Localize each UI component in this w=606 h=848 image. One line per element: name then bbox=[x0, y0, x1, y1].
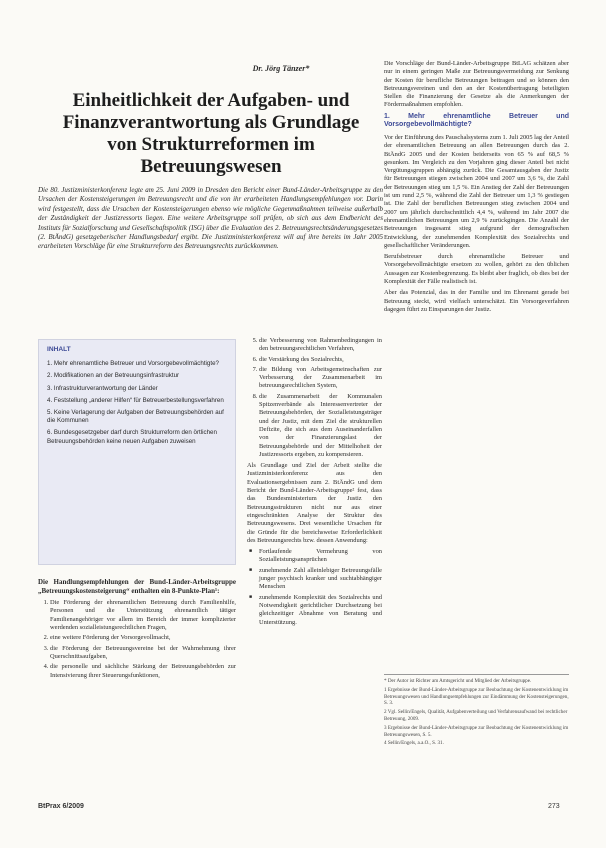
list-item: 5. die Verbesserung von Rahmenbedingungen in den betreuungsrechtlichen Verfahren, bbox=[259, 337, 382, 354]
bullet-item: ■ Fortlaufende Vermehrung von Sozialleistungsansprüchen bbox=[259, 548, 382, 565]
footnote: 1 Ergebnisse der Bund-Länder-Arbeitsgruppe zur Beobachtung der Kostenentwicklung im Betreuungswesen und Handlungsempfehlungen zur Eindämmung der Kostensteigerungen, S. 3. bbox=[384, 686, 569, 707]
list-item: 6. die Verstärkung des Sozialrechts, bbox=[259, 356, 382, 364]
title-line: Einheitlichkeit der Aufgaben- und bbox=[72, 90, 350, 111]
toc-item: 5. Keine Verlagerung der Aufgaben der Betreuungsbehörden auf die Kommunen bbox=[47, 409, 224, 425]
table-of-contents-box bbox=[38, 339, 236, 565]
title-line: von Strukturreformen im bbox=[107, 134, 315, 155]
toc-item: 6. Bundesgesetzgeber darf durch Strukturreform den örtlichen Betreuungsbehörden keine neuen Aufgaben zuweisen bbox=[47, 429, 217, 445]
footnotes bbox=[384, 674, 569, 749]
paragraph: Die Vorschläge der Bund-Länder-Arbeitsgruppe BtLAG schätzen aber nur in einem geringen Maße zur Betreuungsvermeidung zur Senkung der Kosten für berufliche Betreuungen beitragen und so können den Betreuungsvereinen und den an der Kostenübertragung beteiligten Stellen die Finanzierung der Gesetze als die Anmerkungen der Fördermaßnahmen empfohlen. bbox=[384, 60, 569, 109]
paragraph: Aber das Potenzial, das in der Familie und im Ehrenamt gerade bei Betreuung steckt, wird vielfach unterschätzt. Ein Vorsorgeverfahren dagegen führt zu Einsparungen der Justiz. bbox=[384, 289, 569, 313]
author-name: Dr. Jörg Tänzer* bbox=[252, 64, 310, 73]
footnote: 3 Ergebnisse der Bund-Länder-Arbeitsgruppe zur Beobachtung der Kostenentwicklung im Betreuungswesen, S. 5. bbox=[384, 724, 569, 738]
toc-item: 4. Feststellung „anderer Hilfen“ für Betreuerbestellungsverfahren bbox=[47, 396, 224, 404]
toc-item: 2. Modifikationen an der Betreuungsinfrastruktur bbox=[47, 372, 180, 380]
toc-item: 1. Mehr ehrenamtliche Betreuer und Vorsorgebevollmächtigte? bbox=[47, 360, 219, 368]
paragraph: Vor der Einführung des Pauschalsystems zum 1. Juli 2005 lag der Anteil der ehrenamtlichen Betreuung an allen Betreuungen durch das 2. BtÄndG 2005 und der Kosten beiderseits von 65 % auf 68,5 % gesunken. Im Vergleich zu den Vorjahren ging dieser Anteil bei nicht Vergütungsgruppen abhängig zurück. Die Gesamtausgaben der Justiz für Betreuungen stiegen zwischen 2004 und 2007 um 3,6 %, die Zahl der Betreuungen stieg um 1,5 %. Ein Anstieg der Zahl der Betreuungen ist um rund 2,5 %, während die Zahl der Betreuer um 1,3 % gestiegen ist. Die Zahl der beruflichen Betreuungen stieg zwischen 2004 und 2007 um jährlich durchschnittlich 4,4 %, während im Jahr 2007 die ehrenamtlichen Betreuungen um 2,9 % zurückgingen. Die Anzahl der Betreuungen insgesamt stieg aufgrund der demografischen Entwicklung, der zunehmenden Komplexität des Sozialrechts und gesellschaftlicher Veränderungen. bbox=[384, 133, 569, 249]
footnote: 2 Vgl. Sellin/Engels, Qualität, Aufgabenverteilung und Verfahrensaufwand bei rechtlicher Betreuung, 2009. bbox=[384, 709, 568, 722]
abstract: Die 80. Justizministerkonferenz legte am 25. Juni 2009 in Dresden den Bericht einer Bund-Länder-Arbeitsgruppe zu den Ursachen der Kostensteigerungen im Betreuungsrecht und die von ihr erarbeiteten Handlungsempfehlungen vor. Darin wird festgestellt, dass die Ursachen der Kostensteigerungen ebenso wie mögliche Gegenmaßnahmen teilweise außerhalb der Zuständigkeit der Justizressorts liegen. Eine weitere Arbeitsgruppe soll prüfen, ob sich aus dem Endbericht des Instituts für Sozialforschung und Gesellschaftspolitik (ISG) über die Evaluation des 2. Betreuungsrechtsänderungsgesetzes (2. BtÄndG) gesetzgeberischer Handlungsbedarf ergibt. Die Justizministerkonferenz will auf ihre bereits im Jahr 2005 erarbeiteten Vorschläge für eine Strukturreform des Betreuungsrechts zurückkommen. bbox=[38, 186, 383, 251]
list-item: 8. die Zusammenarbeit der Kommunalen Spitzenverbände als Interessenvertreter der Betreuungsbehörden, der Sozialleistungsträger und der Justiz, mit dem Ziel die strukturellen Defizite, die sich aus dem Auseinanderfallen von der Finanzierungslast der Betreuungsbehörde und der Mittelhoheit der Justizressorts ergeben, zu kompensieren. bbox=[259, 393, 382, 459]
column-3 bbox=[384, 60, 569, 670]
list-item: 1. Die Förderung der ehrenamtlichen Betreuung durch Familienhilfe, Personen und die Unterstützung ehrenamtlich tätiger Familienangehöriger vor allem im Bereich der immer komplizierter werdenden sozialleistungsrechtlichen Fragen, bbox=[50, 599, 236, 632]
article-title bbox=[56, 90, 366, 178]
bullet-item: ■ zunehmende Zahl alleinlebiger Betreuungsfälle junger psychisch kranker und suchtabhängiger Menschen bbox=[259, 567, 382, 592]
title-line: Betreuungswesen bbox=[140, 156, 282, 177]
footnote: * Der Autor ist Richter am Amtsgericht und Mitglied der Arbeitsgruppe. bbox=[384, 678, 532, 684]
journal-footer: BtPrax 6/2009 bbox=[38, 803, 84, 810]
footnote: 4 Sellin/Engels, a.a.O., S. 31. bbox=[384, 740, 444, 747]
list-item: 2. eine weitere Förderung der Vorsorgevollmacht, bbox=[50, 634, 236, 642]
toc-heading: INHALT bbox=[47, 346, 71, 353]
toc-item: 3. Infrastrukturverantwortung der Länder bbox=[47, 384, 158, 392]
list-item: 7. die Bildung von Arbeitsgemeinschaften zur Verbesserung der Zusammenarbeit im betreuungsrechtlichen System, bbox=[259, 366, 382, 391]
title-line: Finanzverantwortung als Grundlage bbox=[62, 112, 360, 133]
bullet-item: ■ zunehmende Komplexität des Sozialrechts und Notwendigkeit gerichtlicher Durchsetzung bei gleichzeitiger Abnahme von Beratung und Unterstützung. bbox=[259, 594, 382, 627]
list-item: 4. die personelle und sächliche Stärkung der Betreuungsbehörden zur Intensivierung ihrer Steuerungsfunktionen, bbox=[50, 663, 236, 680]
paragraph: Als Grundlage und Ziel der Arbeit stellte die Justizministerkonferenz aus den Evaluationsergebnissen zum 2. BtÄndG und dem Bericht der Bund-Länder-Arbeitsgruppe² fest, dass das Bundesministerium der Justiz den Betreuungsstrukturen nicht nur aus einer eingeschränkten Analyse der Struktur des Betreuungswesens. Drei wesentliche Ursachen für die Gründe für die bereichsweise Erforderlichkeit des Betreuungsrechts bzw. dessen Anwendung: bbox=[247, 462, 382, 544]
paragraph: Berufsbetreuer durch ehrenamtliche Betreuer und Vorsorgebevollmächtigte ersetzen zu wollen, gehört zu den üblichen Aussagen zur Kostenbegrenzung. Es bleibt aber fraglich, ob dies bei der Komplexität der Fälle realistisch ist. bbox=[384, 253, 569, 286]
section-heading: Die Handlungsempfehlungen der Bund-Länder-Arbeitsgruppe „Betreuungskostensteigerung“ enthalten ein 8-Punkte-Plan¹: bbox=[38, 578, 236, 595]
column-1-lower bbox=[38, 578, 236, 683]
column-2 bbox=[247, 337, 382, 630]
page-number: 273 bbox=[548, 803, 560, 810]
list-item: 3. die Förderung der Betreuungsvereine bei der Wahrnehmung ihrer Querschnittsaufgaben, bbox=[50, 645, 236, 662]
section-heading: 1. Mehr ehrenamtliche Betreuer und Vorsorgebevollmächtigte? bbox=[384, 112, 569, 129]
